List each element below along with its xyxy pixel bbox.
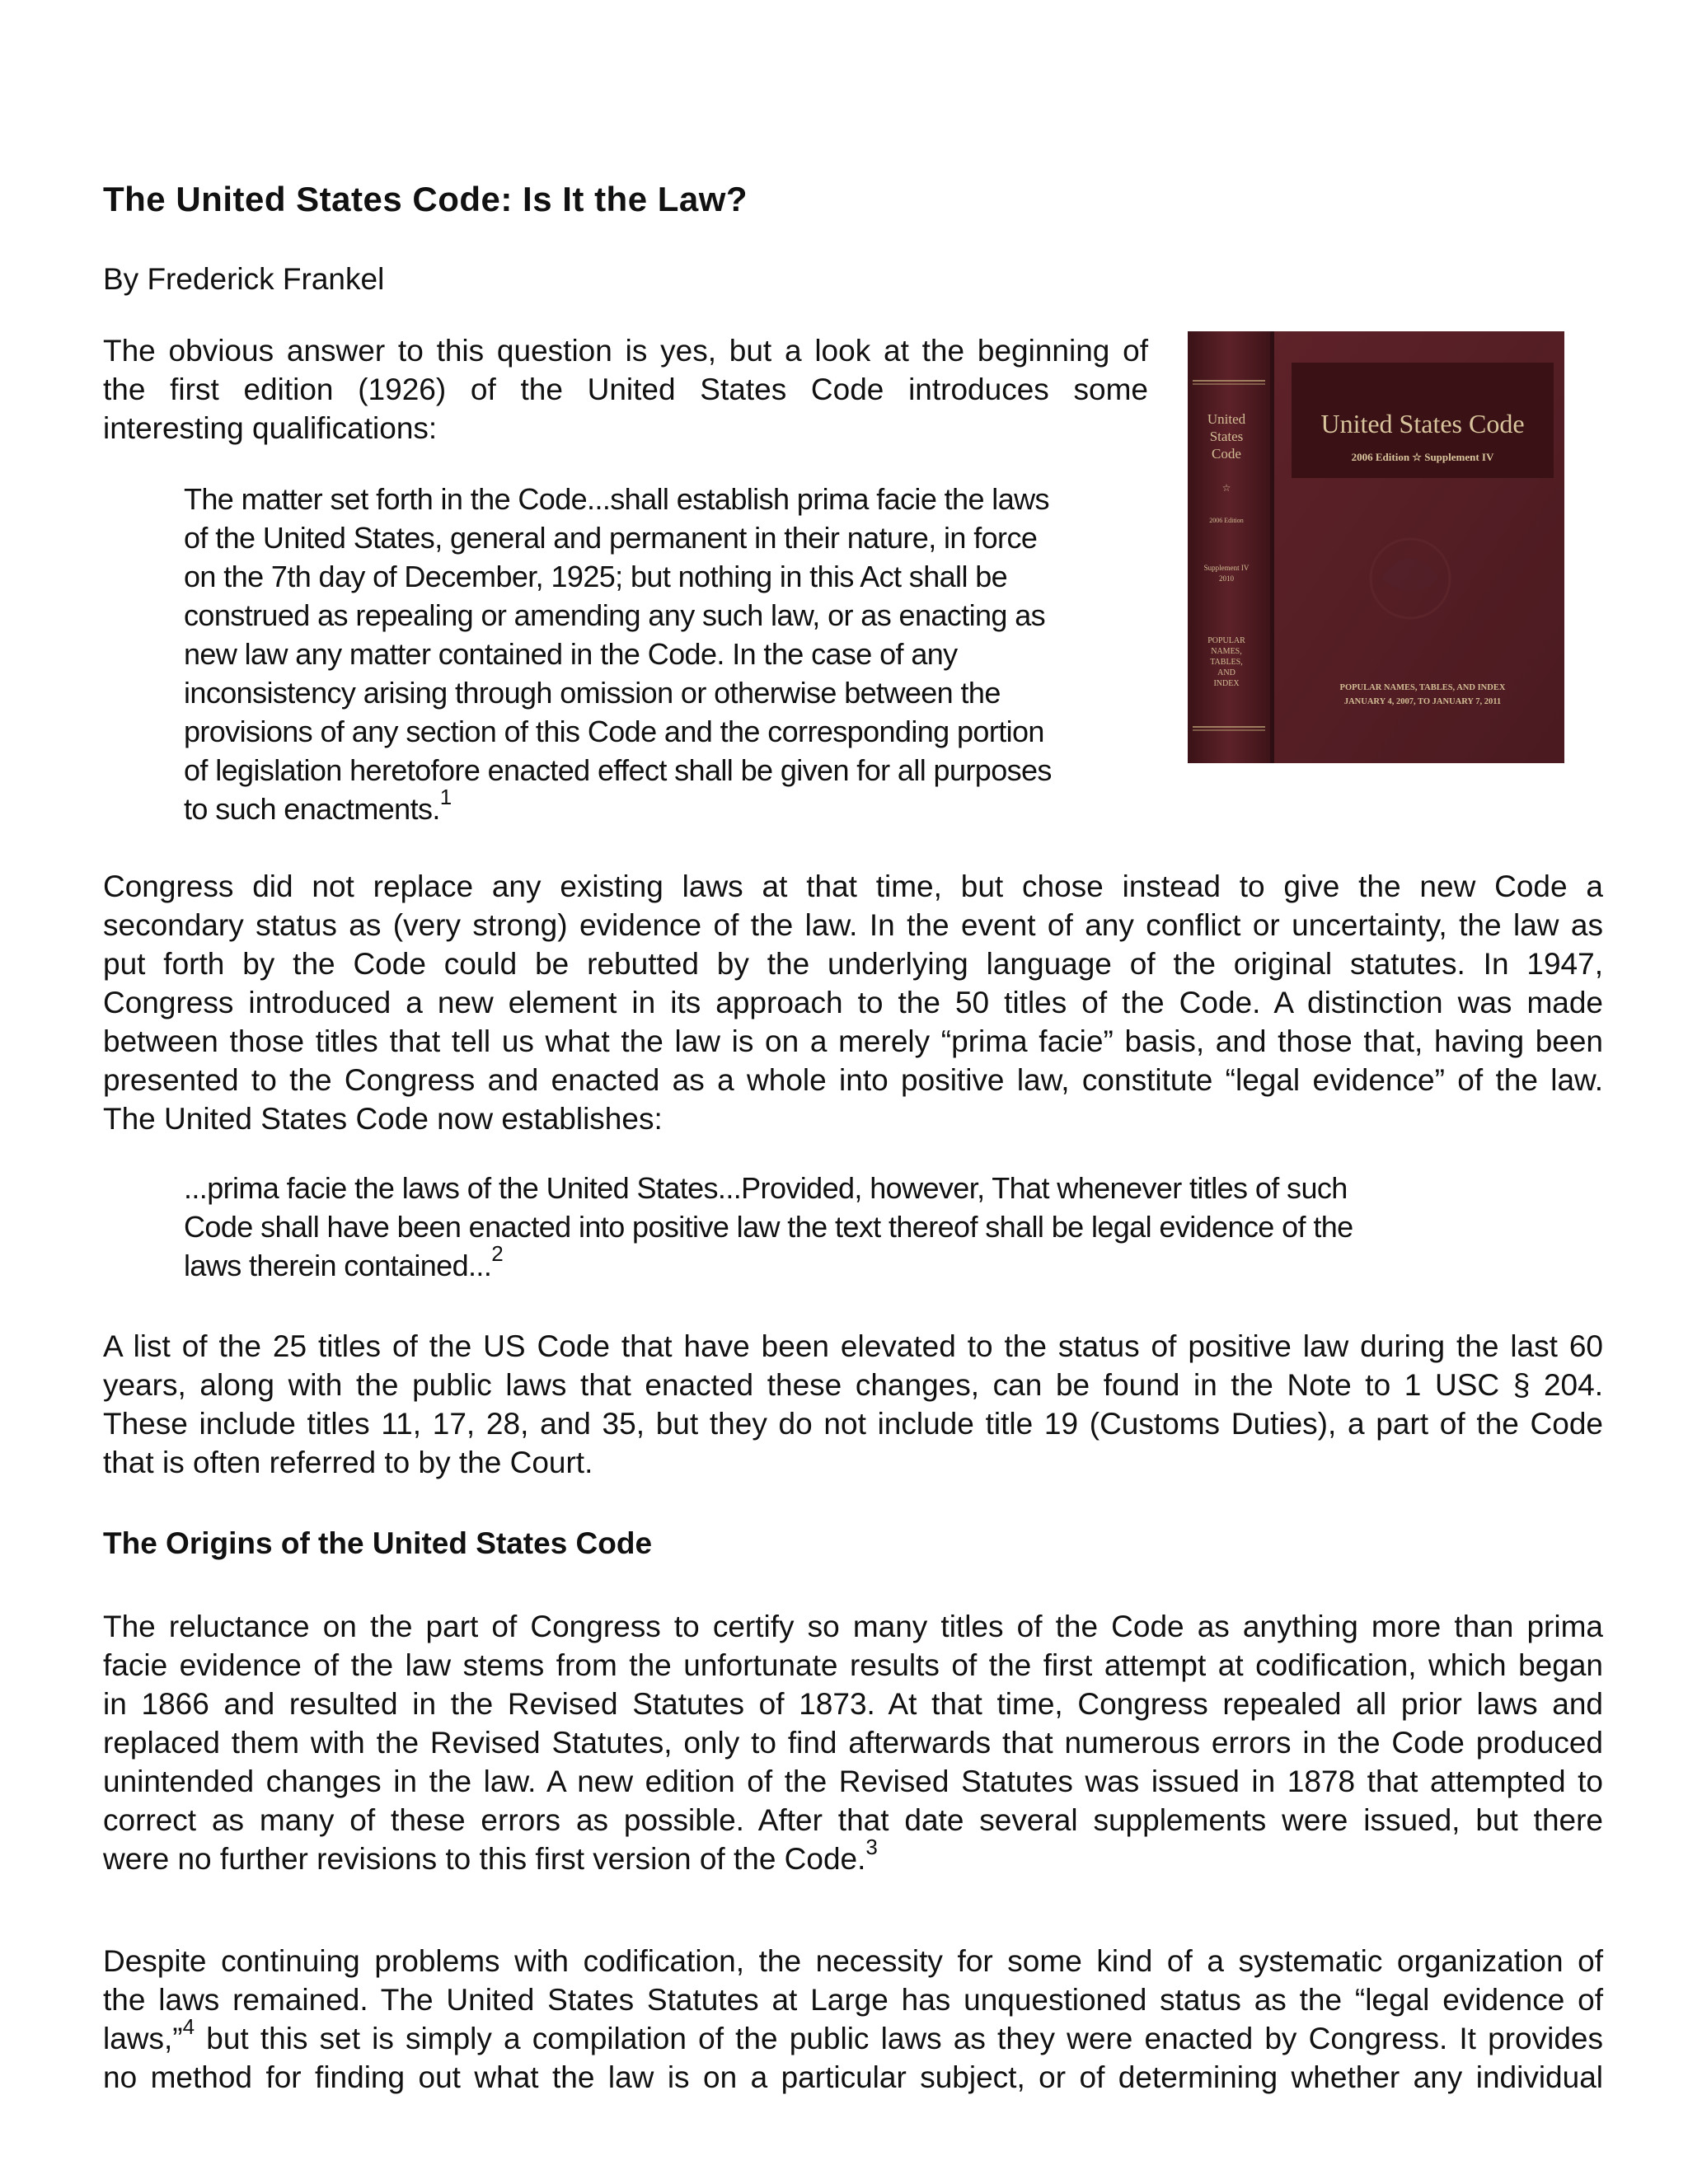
quote-line: on the 7th day of December, 1925; but nothing in this Act shall be bbox=[184, 560, 1008, 593]
spine-supplement: 2010 bbox=[1219, 574, 1234, 583]
text-line: The reluctance on the part of Congress to certify so many titles of the Code as anything more than prima bbox=[103, 1610, 1603, 1643]
article-title: The United States Code: Is It the Law? bbox=[103, 180, 748, 218]
spine-index-line: NAMES, bbox=[1211, 647, 1242, 656]
cover-footer: JANUARY 4, 2007, TO JANUARY 7, 2011 bbox=[1343, 697, 1502, 706]
quote-line bbox=[184, 785, 1247, 828]
text-line: secondary status as (very strong) evidence of the law. In the event of any conflict or uncertainty, the law as bbox=[103, 908, 1603, 942]
intro-paragraph bbox=[103, 331, 1148, 448]
cover-title: United States Code bbox=[1320, 409, 1525, 438]
quote-line: new law any matter contained in the Code. In the case of any bbox=[184, 637, 958, 671]
star-icon: ☆ bbox=[1221, 482, 1231, 494]
spine-index-line: INDEX bbox=[1213, 679, 1240, 688]
paragraph bbox=[103, 1942, 1603, 2097]
text-line bbox=[103, 1835, 1603, 1878]
text-run: laws,” bbox=[103, 2022, 183, 2055]
text-run: but this set is simply a compilation of the public laws as they were enacted by Congress. It provides bbox=[195, 2022, 1603, 2055]
byline: By Frederick Frankel bbox=[103, 262, 385, 296]
spine-index-line: AND bbox=[1217, 668, 1236, 677]
cover-subtitle: 2006 Edition ☆ Supplement IV bbox=[1351, 451, 1494, 463]
footnote-ref-2: 2 bbox=[491, 1241, 504, 1266]
footnote-ref-1: 1 bbox=[439, 785, 452, 809]
quote-line: provisions of any section of this Code and the corresponding portion bbox=[184, 715, 1044, 748]
quote-line: of legislation heretofore enacted effect shall be given for all purposes bbox=[184, 753, 1052, 787]
text-line: years, along with the public laws that enacted these changes, can be found in the Note to 1 USC § 204. bbox=[103, 1368, 1603, 1402]
text-line: Congress did not replace any existing laws at that time, but chose instead to give the new Code a bbox=[103, 869, 1603, 903]
text-line: A list of the 25 titles of the US Code that have been elevated to the status of positive law during the last 60 bbox=[103, 1329, 1603, 1363]
text-line: These include titles 11, 17, 28, and 35, but they do not include title 19 (Customs Duties), a part of the Code bbox=[103, 1407, 1603, 1441]
text-line: The United States Code now establishes: bbox=[103, 1102, 663, 1136]
block-quote-1 bbox=[184, 480, 1247, 828]
cover-footer: POPULAR NAMES, TABLES, AND INDEX bbox=[1339, 683, 1506, 692]
text-line: replaced them with the Revised Statutes, only to find afterwards that numerous errors in the Code produced bbox=[103, 1726, 1603, 1760]
text-line: Congress introduced a new element in its approach to the 50 titles of the Code. A distinction was made bbox=[103, 986, 1603, 1019]
footnote-ref-4: 4 bbox=[182, 2014, 195, 2039]
paragraph bbox=[103, 1327, 1603, 1482]
quote-text: to such enactments. bbox=[184, 792, 440, 826]
paragraph bbox=[103, 1607, 1603, 1878]
quote-text: laws therein contained... bbox=[184, 1249, 492, 1282]
quote-line: Code shall have been enacted into positive law the text thereof shall be legal evidence of the bbox=[184, 1210, 1353, 1244]
book-spine bbox=[1188, 331, 1270, 763]
spine-index-line: TABLES, bbox=[1210, 658, 1243, 667]
text-line: that is often referred to by the Court. bbox=[103, 1446, 593, 1479]
section-heading: The Origins of the United States Code bbox=[103, 1526, 653, 1560]
us-code-book-image bbox=[1188, 331, 1564, 763]
text-line bbox=[103, 2014, 1603, 2058]
spine-index-line: POPULAR bbox=[1207, 636, 1245, 645]
spine-title-line: States bbox=[1209, 429, 1244, 444]
text-line: facie evidence of the law stems from the unfortunate results of the first attempt at codification, which began bbox=[103, 1648, 1603, 1682]
text-run: were no further revisions to this first version of the Code. bbox=[103, 1842, 866, 1876]
quote-line: The matter set forth in the Code...shall establish prima facie the laws bbox=[184, 482, 1049, 516]
quote-line: construed as repealing or amending any such law, or as enacting as bbox=[184, 598, 1046, 632]
text-line: unintended changes in the law. A new edition of the Revised Statutes was issued in 1878 that attempted to bbox=[103, 1765, 1603, 1798]
quote-line bbox=[184, 1241, 1536, 1285]
text-line: Despite continuing problems with codification, the necessity for some kind of a systematic organization of bbox=[103, 1944, 1603, 1978]
text-line: in 1866 and resulted in the Revised Statutes of 1873. At that time, Congress repealed all prior laws and bbox=[103, 1687, 1603, 1721]
paragraph bbox=[103, 867, 1603, 1138]
spine-edition: 2006 Edition bbox=[1209, 517, 1244, 524]
text-line: between those titles that tell us what the law is on a merely “prima facie” basis, and those that, having been bbox=[103, 1024, 1603, 1058]
spine-title-line: United bbox=[1207, 411, 1246, 427]
text-line: The obvious answer to this question is yes, but a look at the beginning of bbox=[103, 334, 1148, 368]
text-line: no method for finding out what the law is on a particular subject, or of determining whether any individual bbox=[103, 2060, 1603, 2094]
quote-line: of the United States, general and permanent in their nature, in force bbox=[184, 521, 1038, 555]
text-line: interesting qualifications: bbox=[103, 411, 438, 445]
spine-title-line: Code bbox=[1212, 446, 1241, 462]
spine-supplement: Supplement IV bbox=[1203, 564, 1250, 572]
block-quote-2 bbox=[184, 1169, 1536, 1285]
quote-line: ...prima facie the laws of the United States...Provided, however, That whenever titles of such bbox=[184, 1171, 1348, 1205]
quote-line: inconsistency arising through omission or otherwise between the bbox=[184, 676, 1001, 710]
text-line: the laws remained. The United States Statutes at Large has unquestioned status as the “legal evidence of bbox=[103, 1983, 1603, 2017]
text-line: correct as many of these errors as possible. After that date several supplements were issued, but there bbox=[103, 1803, 1603, 1837]
text-line: presented to the Congress and enacted as a whole into positive law, constitute “legal evidence” of the law. bbox=[103, 1063, 1603, 1097]
text-line: put forth by the Code could be rebutted by the underlying language of the original statutes. In 1947, bbox=[103, 947, 1603, 981]
footnote-ref-3: 3 bbox=[865, 1835, 878, 1859]
text-line: the first edition (1926) of the United States Code introduces some bbox=[103, 373, 1148, 406]
